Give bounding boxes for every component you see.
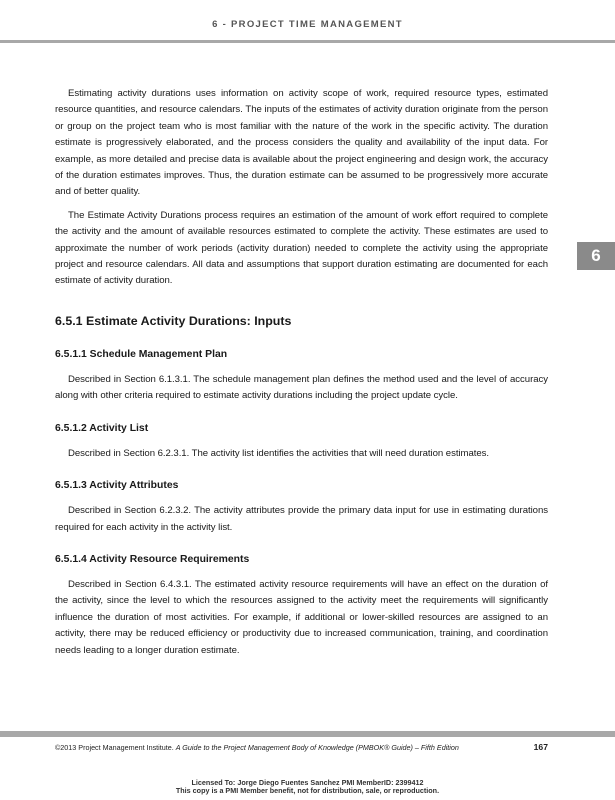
footer-citation	[55, 743, 459, 752]
page-header	[0, 0, 615, 44]
section-heading: 6.5.1 Estimate Activity Durations: Inputs	[55, 313, 292, 328]
subsection-text: Described in Section 6.4.3.1. The estimated activity resource requirements will have an effect on the duration of the activity, since the level to which the resources assigned to the activity meet the requirements will significantly influence the duration of most activities. For example, if additional or lower-skilled resources are assigned to an activity, there may be reduced efficiency or productivity due to increased communication, training, and coordination needs leading to a longer duration estimate.	[55, 578, 548, 656]
chapter-tab: 6	[577, 242, 615, 270]
subsection-heading: 6.5.1.1 Schedule Management Plan	[55, 348, 228, 360]
page-content	[55, 86, 548, 666]
subsection-heading: 6.5.1.2 Activity List	[55, 422, 149, 434]
subsection-text: Described in Section 6.2.3.2. The activity attributes provide the primary data input for use in estimating durations required for each activity in the activity list.	[55, 505, 548, 533]
header-rule	[0, 40, 615, 43]
copyright-text: ©2013 Project Management Institute.	[55, 743, 174, 752]
chapter-title: 6 - PROJECT TIME MANAGEMENT	[212, 19, 403, 30]
page-number: 167	[533, 742, 548, 752]
license-line-1: Licensed To: Jorge Diego Fuentes Sanchez PMI MemberID: 2399412	[191, 778, 424, 787]
subsection-text: Described in Section 6.2.3.1. The activity list identifies the activities that will need duration estimates.	[68, 447, 490, 459]
license-line-2: This copy is a PMI Member benefit, not for distribution, sale, or reproduction.	[175, 786, 440, 795]
subsection-text: Described in Section 6.1.3.1. The schedule management plan defines the method used and the level of accuracy along with other criteria required to estimate activity durations including the project update cycle.	[55, 373, 548, 402]
subsection-heading: 6.5.1.4 Activity Resource Requirements	[55, 553, 250, 565]
footer-rule	[0, 731, 615, 737]
book-title: A Guide to the Project Management Body of Knowledge (PMBOK® Guide) – Fifth Edition	[175, 743, 459, 752]
intro-paragraph: The Estimate Activity Durations process requires an estimation of the amount of work effort required to complete the activity and the amount of available resources estimated to complete the activity. These estimates are used to approximate the number of work periods (activity duration) needed to complete the activity using the appropriate project and resource calendars. All data and assumptions that support duration estimating are documented for each estimate of activity duration.	[55, 209, 548, 287]
intro-paragraph: Estimating activity durations uses information on activity scope of work, required resource types, estimated resource quantities, and resource calendars. The inputs of the estimates of activity duration originate from the person or group on the project team who is most familiar with the nature of the work in the specific activity. The duration estimate is progressively elaborated, and the process considers the quality and availability of the input data. For example, as more detailed and precise data is available about the project engineering and design work, the accuracy of the duration estimates improves. Thus, the duration estimate can be assumed to be progressively more accurate and of better quality.	[55, 88, 548, 198]
subsection-heading: 6.5.1.3 Activity Attributes	[55, 480, 179, 492]
license-notice	[0, 779, 615, 795]
